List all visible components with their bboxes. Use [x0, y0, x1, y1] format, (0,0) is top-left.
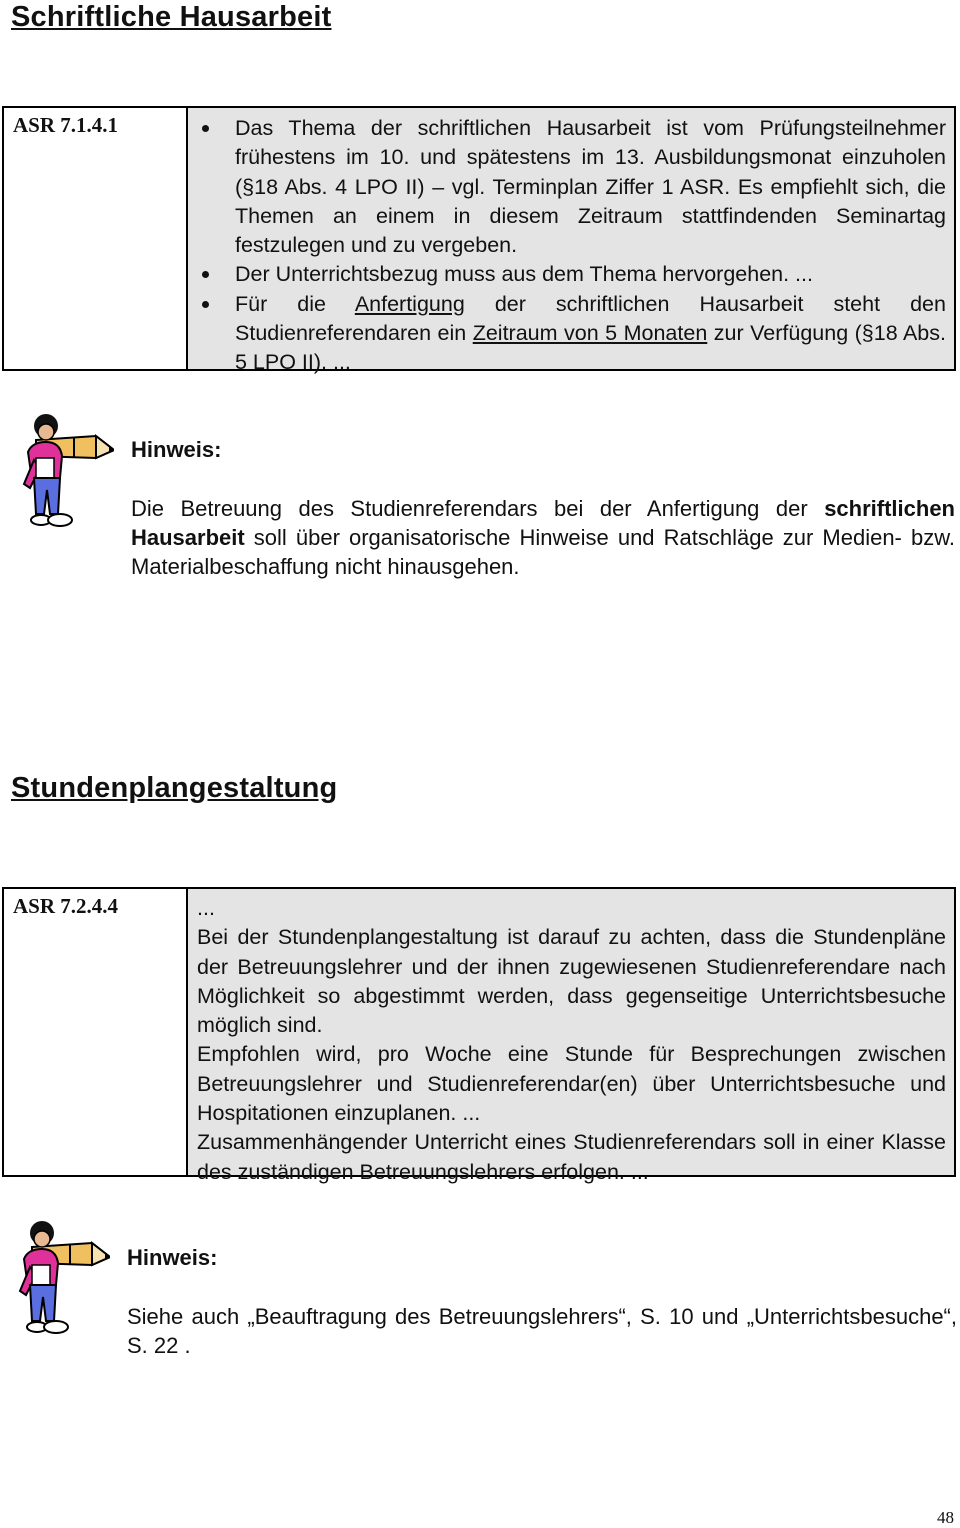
bullet-item: Der Unterrichtsbezug muss aus dem Thema hervorgehen. ...: [196, 260, 946, 289]
underlined-term: Anfertigung: [354, 291, 465, 316]
asr-table-hausarbeit: [2, 106, 956, 375]
asr-content: [188, 108, 954, 375]
section-heading-hausarbeit: Schriftliche Hausarbeit: [11, 1, 332, 33]
hint-label: Hinweis:: [131, 437, 222, 462]
asr-reference: ASR 7.2.4.4: [4, 889, 188, 1175]
asr-content: [188, 889, 954, 1184]
hint-label: Hinweis:: [127, 1245, 218, 1270]
student-with-pencil-icon: [10, 1216, 110, 1340]
section-heading-stundenplan: Stundenplangestaltung: [11, 772, 338, 804]
paragraph: Zusammenhängender Unterricht eines Studienreferendars soll in einer Klasse des zuständigen Betreuungslehrers erfolgen. ...: [197, 1130, 946, 1184]
bullet-icon: [202, 271, 209, 278]
paragraph: Bei der Stundenplangestaltung ist darauf zu achten, dass die Stundenpläne der Betreuungslehrer und der ihnen zugewiesenen Studienreferendare nach Möglichkeit so abgestimmt werden, dass gegenseitige Unterrichtsbesuche möglich sind.: [197, 925, 946, 1038]
page-number: 48: [937, 1508, 954, 1527]
bullet-item: Das Thema der schriftlichen Hausarbeit ist vom Prüfungsteilnehmer frühestens im 10. und spätestens im 13. Ausbildungsmonat einzuholen (§18 Abs. 4 LPO II) – vgl. Terminplan Ziffer 1 ASR. Es empfiehlt sich, die Themen an einem in diesem Zeitraum stattfindenden Seminartag festzulegen und zu vergeben.: [196, 114, 946, 260]
bullet-icon: [202, 301, 209, 308]
bullet-icon: [202, 125, 209, 132]
ellipsis: ...: [197, 896, 215, 920]
hint-text: Die Betreuung des Studienreferendars bei der Anfertigung der schriftlichen Hausarbeit soll über organisatorische Hinweise und Ratschläge zur Medien- bzw. Materialbeschaffung nicht hinausgehen.: [131, 496, 955, 579]
hint-text: Siehe auch „Beauftragung des Betreuungslehrers“, S. 10 und „Unterrichtsbesuche“, S. 22 .: [127, 1304, 957, 1358]
paragraph: Empfohlen wird, pro Woche eine Stunde für Besprechungen zwischen Betreuungslehrer und Studienreferendar(en) über Unterrichtsbesuche und Hospitationen einzuplanen. ...: [197, 1042, 946, 1126]
bullet-list: [196, 114, 946, 378]
asr-table-stundenplan: [2, 887, 956, 1184]
underlined-term: Zeitraum von 5 Monaten: [472, 321, 708, 346]
bullet-item: Für die Anfertigung der schriftlichen Hausarbeit steht den Studienreferendaren ein Zeitraum von 5 Monaten zur Verfügung (§18 Abs. 5 LPO II). ...: [196, 290, 946, 378]
asr-reference: ASR 7.1.4.1: [4, 108, 188, 369]
